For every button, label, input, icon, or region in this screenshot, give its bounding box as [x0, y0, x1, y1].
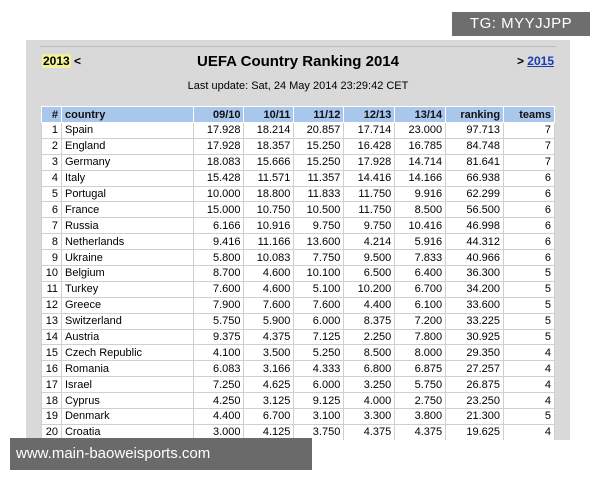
cell-season-1112: 15.250	[294, 154, 344, 170]
cell-season-1213: 17.714	[344, 123, 395, 139]
cell-season-0910: 17.928	[193, 123, 244, 139]
cell-ranking: 66.938	[446, 170, 504, 186]
cell-teams: 5	[504, 313, 555, 329]
header-season-1213: 12/13	[344, 107, 395, 123]
cell-season-1011: 6.700	[244, 409, 294, 425]
cell-ranking: 23.250	[446, 393, 504, 409]
cell-teams: 7	[504, 154, 555, 170]
cell-season-1213: 3.300	[344, 409, 395, 425]
cell-season-1112: 9.125	[294, 393, 344, 409]
cell-season-1314: 10.416	[395, 218, 446, 234]
cell-season-1112: 7.125	[294, 329, 344, 345]
cell-season-1213: 4.000	[344, 393, 395, 409]
divider	[40, 46, 556, 47]
cell-country: Ukraine	[61, 250, 193, 266]
cell-season-1112: 6.000	[294, 313, 344, 329]
cell-country: Russia	[61, 218, 193, 234]
table-row	[42, 266, 555, 282]
cell-rank: 2	[42, 138, 62, 154]
cell-teams: 5	[504, 297, 555, 313]
cell-rank: 6	[42, 202, 62, 218]
cell-season-1213: 6.800	[344, 361, 395, 377]
cell-rank: 20	[42, 424, 62, 440]
cell-season-0910: 9.375	[193, 329, 244, 345]
cell-country: Italy	[61, 170, 193, 186]
cell-ranking: 44.312	[446, 234, 504, 250]
telegram-watermark: TG: MYYJJPP	[452, 12, 590, 36]
cell-season-1011: 18.214	[244, 123, 294, 139]
cell-season-0910: 3.000	[193, 424, 244, 440]
cell-season-1112: 11.357	[294, 170, 344, 186]
cell-season-0910: 6.083	[193, 361, 244, 377]
cell-season-1314: 7.833	[395, 250, 446, 266]
cell-ranking: 27.257	[446, 361, 504, 377]
cell-rank: 13	[42, 313, 62, 329]
cell-season-0910: 5.800	[193, 250, 244, 266]
last-update: Last update: Sat, 24 May 2014 23:29:42 CET	[187, 80, 409, 92]
cell-season-0910: 5.750	[193, 313, 244, 329]
cell-season-1314: 6.700	[395, 281, 446, 297]
cell-season-1213: 11.750	[344, 186, 395, 202]
cell-season-1112: 9.750	[294, 218, 344, 234]
cell-country: Germany	[61, 154, 193, 170]
cell-season-1112: 11.833	[294, 186, 344, 202]
cell-season-1314: 4.375	[395, 424, 446, 440]
cell-season-1011: 4.600	[244, 266, 294, 282]
cell-season-1213: 14.416	[344, 170, 395, 186]
cell-season-1213: 9.750	[344, 218, 395, 234]
cell-season-1314: 3.800	[395, 409, 446, 425]
cell-teams: 5	[504, 329, 555, 345]
cell-season-1314: 14.714	[395, 154, 446, 170]
cell-season-0910: 15.000	[193, 202, 244, 218]
cell-rank: 9	[42, 250, 62, 266]
cell-season-1314: 8.000	[395, 345, 446, 361]
cell-teams: 4	[504, 377, 555, 393]
table-row	[42, 170, 555, 186]
cell-ranking: 84.748	[446, 138, 504, 154]
next-year-link[interactable]: 2015	[527, 54, 554, 68]
cell-country: Czech Republic	[61, 345, 193, 361]
cell-season-1314: 14.166	[395, 170, 446, 186]
cell-season-0910: 7.250	[193, 377, 244, 393]
cell-season-1112: 7.750	[294, 250, 344, 266]
cell-season-0910: 6.166	[193, 218, 244, 234]
website-watermark: www.main-baoweisports.com	[10, 438, 312, 470]
cell-rank: 8	[42, 234, 62, 250]
cell-country: Spain	[61, 123, 193, 139]
page-title: UEFA Country Ranking 2014	[197, 53, 399, 70]
cell-season-1213: 8.500	[344, 345, 395, 361]
cell-rank: 5	[42, 186, 62, 202]
cell-season-1112: 13.600	[294, 234, 344, 250]
cell-season-1011: 15.666	[244, 154, 294, 170]
cell-ranking: 21.300	[446, 409, 504, 425]
ranking-table	[41, 106, 555, 440]
cell-season-1112: 7.600	[294, 297, 344, 313]
table-row	[42, 218, 555, 234]
cell-ranking: 62.299	[446, 186, 504, 202]
cell-season-1011: 4.625	[244, 377, 294, 393]
cell-ranking: 36.300	[446, 266, 504, 282]
cell-season-1011: 7.600	[244, 297, 294, 313]
cell-season-1314: 6.100	[395, 297, 446, 313]
cell-teams: 4	[504, 393, 555, 409]
cell-ranking: 33.600	[446, 297, 504, 313]
table-header-row	[42, 107, 555, 123]
header-rank: #	[42, 107, 62, 123]
cell-season-1213: 10.200	[344, 281, 395, 297]
cell-teams: 4	[504, 345, 555, 361]
cell-season-0910: 17.928	[193, 138, 244, 154]
cell-country: Netherlands	[61, 234, 193, 250]
cell-ranking: 97.713	[446, 123, 504, 139]
cell-country: Greece	[61, 297, 193, 313]
cell-season-1213: 11.750	[344, 202, 395, 218]
cell-rank: 11	[42, 281, 62, 297]
cell-teams: 6	[504, 234, 555, 250]
cell-rank: 12	[42, 297, 62, 313]
cell-rank: 4	[42, 170, 62, 186]
cell-season-1213: 8.375	[344, 313, 395, 329]
cell-ranking: 40.966	[446, 250, 504, 266]
cell-season-1112: 10.500	[294, 202, 344, 218]
cell-teams: 4	[504, 361, 555, 377]
cell-season-1213: 6.500	[344, 266, 395, 282]
table-row	[42, 138, 555, 154]
cell-teams: 6	[504, 218, 555, 234]
cell-country: Denmark	[61, 409, 193, 425]
cell-season-0910: 18.083	[193, 154, 244, 170]
cell-season-1314: 6.875	[395, 361, 446, 377]
cell-country: Portugal	[61, 186, 193, 202]
cell-ranking: 81.641	[446, 154, 504, 170]
table-row	[42, 234, 555, 250]
cell-season-0910: 15.428	[193, 170, 244, 186]
cell-season-1112: 6.000	[294, 377, 344, 393]
table-row	[42, 393, 555, 409]
cell-country: Israel	[61, 377, 193, 393]
cell-season-0910: 7.600	[193, 281, 244, 297]
cell-country: Turkey	[61, 281, 193, 297]
cell-teams: 4	[504, 424, 555, 440]
cell-season-0910: 10.000	[193, 186, 244, 202]
cell-season-1213: 4.214	[344, 234, 395, 250]
cell-season-1314: 5.916	[395, 234, 446, 250]
table-body	[42, 123, 555, 441]
cell-season-1314: 5.750	[395, 377, 446, 393]
cell-ranking: 19.625	[446, 424, 504, 440]
table-row	[42, 202, 555, 218]
cell-season-1112: 4.333	[294, 361, 344, 377]
cell-teams: 5	[504, 281, 555, 297]
cell-season-1213: 16.428	[344, 138, 395, 154]
cell-country: Romania	[61, 361, 193, 377]
table-row	[42, 345, 555, 361]
cell-season-1213: 2.250	[344, 329, 395, 345]
table-row	[42, 123, 555, 139]
cell-teams: 6	[504, 250, 555, 266]
header-country: country	[61, 107, 193, 123]
header-season-1314: 13/14	[395, 107, 446, 123]
cell-season-1213: 3.250	[344, 377, 395, 393]
cell-season-0910: 8.700	[193, 266, 244, 282]
cell-rank: 17	[42, 377, 62, 393]
cell-season-1314: 2.750	[395, 393, 446, 409]
cell-season-1314: 6.400	[395, 266, 446, 282]
header-teams: teams	[504, 107, 555, 123]
cell-season-1011: 18.357	[244, 138, 294, 154]
cell-season-0910: 4.250	[193, 393, 244, 409]
cell-season-1011: 5.900	[244, 313, 294, 329]
cell-season-1213: 9.500	[344, 250, 395, 266]
table-row	[42, 329, 555, 345]
cell-season-1011: 18.800	[244, 186, 294, 202]
header-season-1011: 10/11	[244, 107, 294, 123]
header-ranking: ranking	[446, 107, 504, 123]
cell-season-1011: 4.375	[244, 329, 294, 345]
cell-country: France	[61, 202, 193, 218]
table-row	[42, 297, 555, 313]
cell-season-1011: 10.083	[244, 250, 294, 266]
cell-season-1112: 10.100	[294, 266, 344, 282]
table-row	[42, 409, 555, 425]
ranking-page	[26, 40, 570, 440]
cell-season-0910: 9.416	[193, 234, 244, 250]
cell-season-1314: 16.785	[395, 138, 446, 154]
cell-season-1314: 23.000	[395, 123, 446, 139]
cell-season-1011: 11.166	[244, 234, 294, 250]
cell-country: England	[61, 138, 193, 154]
table-row	[42, 377, 555, 393]
cell-season-1213: 4.400	[344, 297, 395, 313]
cell-season-1112: 5.250	[294, 345, 344, 361]
cell-season-0910: 7.900	[193, 297, 244, 313]
cell-season-1112: 15.250	[294, 138, 344, 154]
cell-rank: 14	[42, 329, 62, 345]
table-row	[42, 361, 555, 377]
cell-season-1314: 9.916	[395, 186, 446, 202]
cell-ranking: 46.998	[446, 218, 504, 234]
table-row	[42, 313, 555, 329]
cell-season-1112: 3.100	[294, 409, 344, 425]
cell-rank: 18	[42, 393, 62, 409]
cell-ranking: 26.875	[446, 377, 504, 393]
header-season-0910: 09/10	[193, 107, 244, 123]
cell-teams: 5	[504, 266, 555, 282]
cell-country: Austria	[61, 329, 193, 345]
cell-ranking: 34.200	[446, 281, 504, 297]
cell-rank: 7	[42, 218, 62, 234]
cell-teams: 7	[504, 123, 555, 139]
cell-rank: 16	[42, 361, 62, 377]
cell-season-1314: 8.500	[395, 202, 446, 218]
cell-teams: 7	[504, 138, 555, 154]
cell-country: Belgium	[61, 266, 193, 282]
cell-rank: 10	[42, 266, 62, 282]
cell-season-1112: 20.857	[294, 123, 344, 139]
cell-ranking: 30.925	[446, 329, 504, 345]
cell-season-0910: 4.100	[193, 345, 244, 361]
cell-season-1011: 10.916	[244, 218, 294, 234]
cell-season-1112: 3.750	[294, 424, 344, 440]
cell-ranking: 33.225	[446, 313, 504, 329]
cell-rank: 3	[42, 154, 62, 170]
cell-country: Cyprus	[61, 393, 193, 409]
cell-season-1314: 7.800	[395, 329, 446, 345]
cell-country: Croatia	[61, 424, 193, 440]
cell-rank: 1	[42, 123, 62, 139]
cell-season-1011: 10.750	[244, 202, 294, 218]
cell-season-0910: 4.400	[193, 409, 244, 425]
table-row	[42, 281, 555, 297]
cell-teams: 6	[504, 170, 555, 186]
table-row	[42, 250, 555, 266]
prev-year-link[interactable]: 2013	[43, 54, 70, 68]
cell-season-1112: 5.100	[294, 281, 344, 297]
cell-teams: 6	[504, 202, 555, 218]
cell-rank: 15	[42, 345, 62, 361]
cell-rank: 19	[42, 409, 62, 425]
cell-teams: 6	[504, 186, 555, 202]
cell-season-1213: 17.928	[344, 154, 395, 170]
cell-teams: 5	[504, 409, 555, 425]
table-row	[42, 154, 555, 170]
cell-season-1011: 11.571	[244, 170, 294, 186]
table-row	[42, 186, 555, 202]
cell-season-1011: 3.125	[244, 393, 294, 409]
cell-season-1213: 4.375	[344, 424, 395, 440]
next-year-nav[interactable]	[517, 54, 554, 68]
header-season-1112: 11/12	[294, 107, 344, 123]
cell-season-1314: 7.200	[395, 313, 446, 329]
cell-ranking: 56.500	[446, 202, 504, 218]
cell-season-1011: 3.500	[244, 345, 294, 361]
cell-season-1011: 4.600	[244, 281, 294, 297]
cell-season-1011: 4.125	[244, 424, 294, 440]
prev-arrow[interactable]: <	[74, 54, 82, 68]
next-arrow[interactable]: >	[516, 54, 524, 68]
cell-season-1011: 3.166	[244, 361, 294, 377]
cell-country: Switzerland	[61, 313, 193, 329]
cell-ranking: 29.350	[446, 345, 504, 361]
